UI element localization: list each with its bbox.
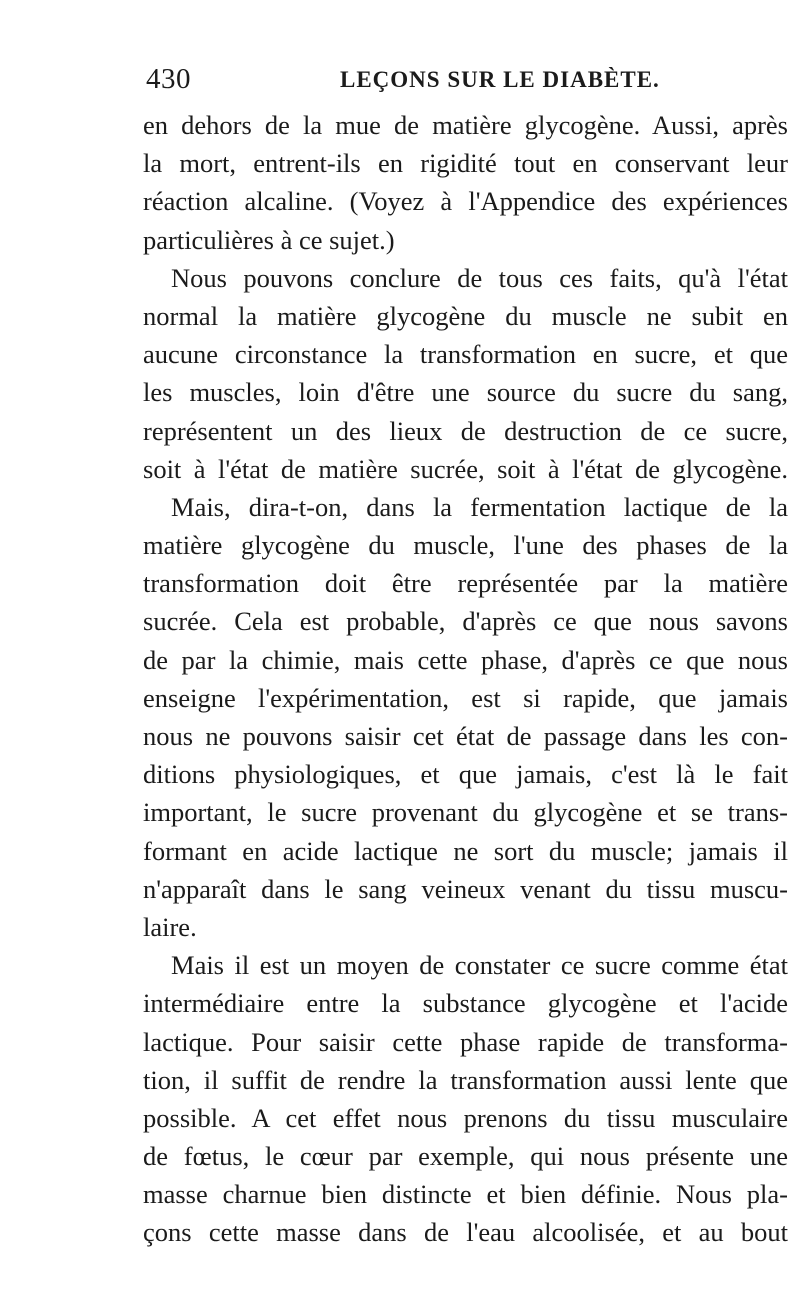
text-line: ditions physiologiques, et que jamais, c'est là le fait	[143, 759, 788, 790]
text-line: soit à l'état de matière sucrée, soit à l'état de glycogène.	[143, 453, 788, 484]
text-line: la mort, entrent-ils en rigidité tout en conservant leur	[143, 148, 788, 179]
text-line: masse charnue bien distincte et bien définie. Nous pla-	[143, 1179, 788, 1210]
text-line: de par la chimie, mais cette phase, d'après ce que nous	[143, 644, 788, 675]
text-line: formant en acide lactique ne sort du muscle; jamais il	[143, 835, 788, 866]
body-text	[143, 106, 788, 1252]
text-line: en dehors de la mue de matière glycogène. Aussi, après	[143, 110, 788, 140]
text-line: Mais, dira-t-on, dans la fermentation lactique de la	[171, 491, 788, 522]
text-line: tion, il suffit de rendre la transformation aussi lente que	[143, 1064, 788, 1095]
page-number: 430	[146, 63, 191, 95]
text-line: sucrée. Cela est probable, d'après ce que nous savons	[143, 606, 788, 637]
text-line: réaction alcaline. (Voyez à l'Appendice des expériences	[143, 186, 788, 217]
text-line: matière glycogène du muscle, l'une des phases de la	[143, 530, 788, 561]
running-head: LEÇONS SUR LE DIABÈTE.	[340, 67, 660, 92]
text-line: nous ne pouvons saisir cet état de passage dans les con-	[143, 721, 788, 751]
page-header	[146, 63, 786, 99]
text-line: n'apparaît dans le sang veineux venant du tissu muscu-	[143, 873, 788, 904]
text-line: intermédiaire entre la substance glycogène et l'acide	[143, 988, 788, 1019]
text-line: laire.	[143, 911, 197, 942]
text-line: Nous pouvons conclure de tous ces faits, qu'à l'état	[171, 262, 788, 293]
text-line: possible. A cet effet nous prenons du tissu musculaire	[143, 1102, 788, 1133]
text-line: aucune circonstance la transformation en sucre, et que	[143, 339, 788, 370]
text-line: enseigne l'expérimentation, est si rapide, que jamais	[143, 682, 788, 713]
text-line: de fœtus, le cœur par exemple, qui nous présente une	[143, 1141, 788, 1172]
text-line: les muscles, loin d'être une source du sucre du sang,	[143, 377, 788, 408]
text-line: lactique. Pour saisir cette phase rapide de transforma-	[143, 1026, 788, 1057]
text-line: çons cette masse dans de l'eau alcoolisée, et au bout	[143, 1217, 788, 1248]
text-line: normal la matière glycogène du muscle ne subit en	[143, 300, 788, 331]
text-line: représentent un des lieux de destruction de ce sucre,	[143, 415, 788, 446]
text-line: transformation doit être représentée par la matière	[143, 568, 788, 599]
text-line: important, le sucre provenant du glycogène et se trans-	[143, 797, 788, 828]
text-line: Mais il est un moyen de constater ce sucre comme état	[171, 950, 788, 981]
text-line: particulières à ce sujet.)	[143, 224, 395, 255]
